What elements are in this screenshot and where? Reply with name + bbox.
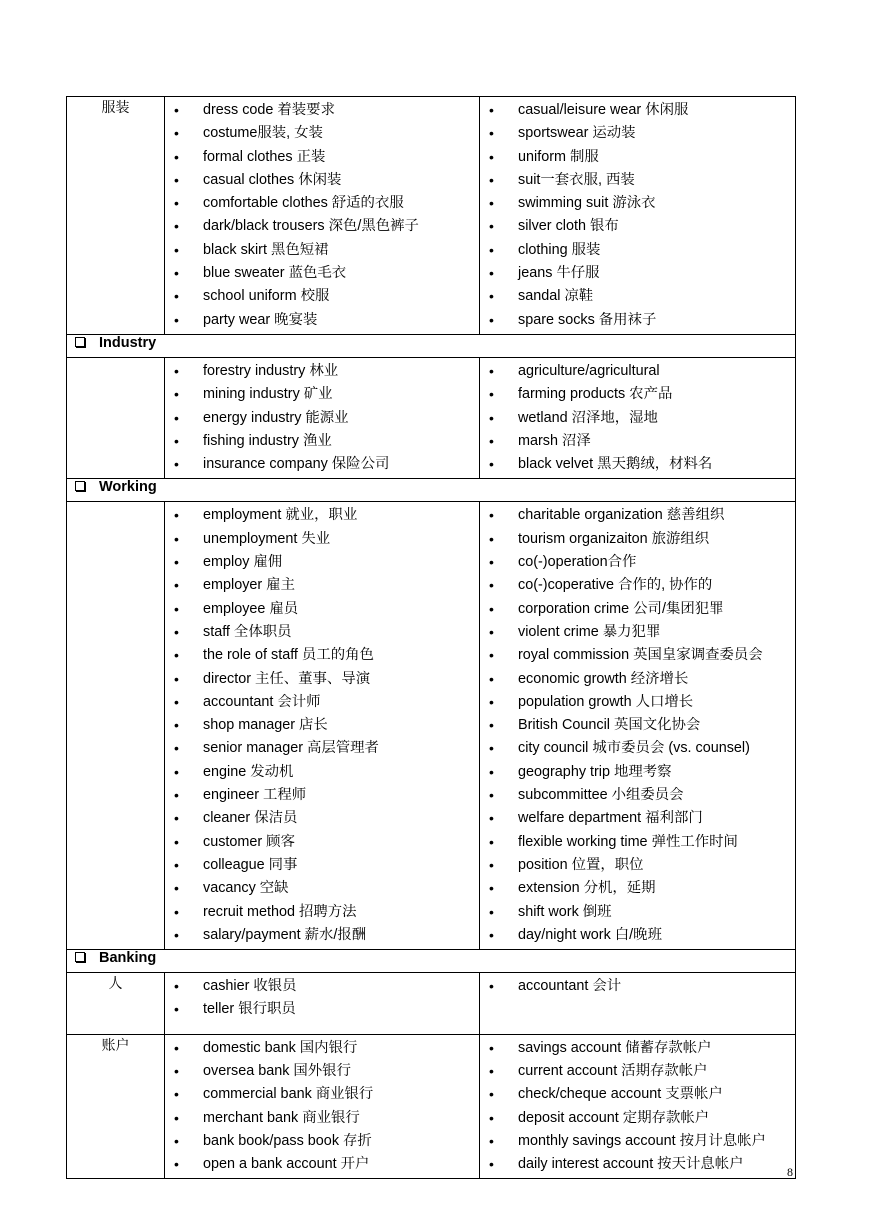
item-text: energy industry 能源业 (203, 409, 349, 426)
list-item (480, 285, 795, 308)
bullet-icon: • (174, 926, 179, 943)
bullet-icon: • (174, 288, 179, 305)
bullet-icon: • (174, 740, 179, 757)
bullet-icon: • (489, 717, 494, 734)
banking-accounts-right-cell (480, 1034, 796, 1179)
section-title-banking: Banking (99, 950, 157, 967)
working-left-list (165, 502, 479, 949)
banking-people-left-list (165, 973, 479, 1034)
item-text: comfortable clothes 舒适的衣服 (203, 195, 404, 212)
item-text: salary/payment 薪水/报酬 (203, 926, 367, 943)
item-text: black velvet 黑天鹅绒，材料名 (518, 456, 713, 473)
working-right-cell (480, 502, 796, 950)
list-item (480, 877, 795, 900)
bullet-icon: • (489, 763, 494, 780)
list-item (165, 1153, 479, 1176)
item-text: spare socks 备用袜子 (518, 311, 657, 328)
bullet-icon: • (489, 693, 494, 710)
item-text: casual/leisure wear 休闲服 (518, 102, 689, 118)
item-text: commercial bank 商业银行 (203, 1086, 374, 1103)
list-item (480, 122, 795, 145)
list-item (165, 807, 479, 830)
bullet-icon: • (174, 577, 179, 594)
item-text: position 位置，职位 (518, 856, 644, 873)
item-text: swimming suit 游泳衣 (518, 195, 656, 212)
section-header-banking (67, 950, 796, 973)
item-text: school uniform 校服 (203, 288, 330, 305)
bullet-icon: • (174, 386, 179, 403)
bullet-icon: • (489, 1109, 494, 1126)
list-item (165, 146, 479, 169)
industry-row (67, 357, 796, 478)
item-text: farming products 农产品 (518, 386, 673, 403)
item-text: royal commission 英国皇家调查委员会 (518, 647, 763, 664)
list-item (480, 901, 795, 924)
list-item (165, 1037, 479, 1060)
list-item (480, 621, 795, 644)
bullet-icon: • (174, 1086, 179, 1103)
list-item (480, 831, 795, 854)
item-text: corporation crime 公司/集团犯罪 (518, 600, 724, 617)
list-item (165, 169, 479, 192)
item-text: employee 雇员 (203, 600, 299, 617)
bullet-icon: • (174, 432, 179, 449)
item-text: check/cheque account 支票帐户 (518, 1086, 723, 1103)
bullet-icon: • (489, 386, 494, 403)
item-text: extension 分机，延期 (518, 880, 656, 897)
list-item (480, 975, 795, 998)
page-number: 8 (787, 1165, 793, 1179)
working-row (67, 502, 796, 950)
category-clothing: 服装 (67, 97, 165, 335)
item-text: uniform 制服 (518, 148, 599, 165)
list-item (165, 975, 479, 998)
item-text: open a bank account 开户 (203, 1156, 370, 1173)
list-item (165, 99, 479, 122)
item-text: cleaner 保洁员 (203, 810, 298, 827)
bullet-icon: • (174, 1062, 179, 1079)
section-title-working: Working (99, 479, 157, 496)
list-item (165, 1083, 479, 1106)
item-text: co(-)operation合作 (518, 554, 637, 571)
item-text: engineer 工程师 (203, 787, 307, 804)
section-header-industry (67, 334, 796, 357)
list-item (480, 192, 795, 215)
bullet-icon: • (489, 1156, 494, 1173)
bullet-icon: • (489, 507, 494, 524)
category-working (67, 502, 165, 950)
bullet-icon: • (489, 1062, 494, 1079)
bullet-icon: • (174, 1156, 179, 1173)
list-item (480, 644, 795, 667)
item-text: flexible working time 弹性工作时间 (518, 833, 738, 850)
list-item (165, 574, 479, 597)
bullet-icon: • (489, 218, 494, 235)
industry-left-cell (165, 357, 480, 478)
item-text: employment 就业，职业 (203, 507, 358, 524)
checkbox-square-icon (75, 481, 85, 491)
item-text: senior manager 高层管理者 (203, 740, 379, 757)
item-text: director 主任、董事、导演 (203, 670, 371, 687)
item-text: co(-)coperative 合作的, 协作的 (518, 577, 713, 594)
bullet-icon: • (174, 241, 179, 258)
list-item (480, 169, 795, 192)
bullet-icon: • (489, 880, 494, 897)
list-item (165, 383, 479, 406)
list-item (480, 691, 795, 714)
bullet-icon: • (174, 693, 179, 710)
bullet-icon: • (174, 978, 179, 995)
item-text: charitable organization 慈善组织 (518, 507, 725, 524)
item-text: British Council 英国文化协会 (518, 717, 701, 734)
bullet-icon: • (174, 787, 179, 804)
item-text: marsh 沼泽 (518, 432, 591, 449)
bullet-icon: • (174, 148, 179, 165)
item-text: economic growth 经济增长 (518, 670, 689, 687)
list-item (165, 285, 479, 308)
bullet-icon: • (174, 1132, 179, 1149)
industry-right-cell (480, 357, 796, 478)
list-item (480, 407, 795, 430)
bullet-icon: • (174, 409, 179, 426)
item-text: subcommittee 小组委员会 (518, 787, 684, 804)
list-item (165, 360, 479, 383)
bullet-icon: • (489, 1132, 494, 1149)
item-text: cashier 收银员 (203, 978, 297, 995)
item-text: customer 顾客 (203, 833, 295, 850)
bullet-icon: • (489, 171, 494, 188)
bullet-icon: • (174, 1039, 179, 1056)
list-item (480, 430, 795, 453)
bullet-icon: • (489, 554, 494, 571)
item-text: savings account 储蓄存款帐户 (518, 1039, 712, 1056)
bullet-icon: • (489, 241, 494, 258)
list-item (165, 784, 479, 807)
item-text: population growth 人口增长 (518, 693, 694, 710)
list-item (480, 528, 795, 551)
list-item (480, 598, 795, 621)
list-item (165, 998, 479, 1021)
list-item (480, 360, 795, 383)
item-text: silver cloth 银布 (518, 218, 619, 235)
bullet-icon: • (489, 787, 494, 804)
bullet-icon: • (489, 102, 494, 118)
bullet-icon: • (489, 926, 494, 943)
bullet-icon: • (174, 763, 179, 780)
item-text: engine 发动机 (203, 763, 294, 780)
clothing-left-cell (165, 97, 480, 335)
section-title-industry: Industry (99, 334, 157, 351)
bullet-icon: • (174, 647, 179, 664)
item-text: geography trip 地理考察 (518, 763, 672, 780)
list-item (165, 761, 479, 784)
list-item (165, 831, 479, 854)
bullet-icon: • (174, 833, 179, 850)
bullet-icon: • (489, 456, 494, 473)
list-item (480, 854, 795, 877)
bullet-icon: • (174, 218, 179, 235)
bullet-icon: • (489, 670, 494, 687)
bullet-icon: • (174, 600, 179, 617)
bullet-icon: • (489, 1039, 494, 1056)
item-text: colleague 同事 (203, 856, 298, 873)
checkbox-square-icon (75, 337, 85, 347)
clothing-left-list (165, 97, 479, 334)
bullet-icon: • (489, 856, 494, 873)
list-item (480, 714, 795, 737)
bullet-icon: • (174, 623, 179, 640)
list-item (480, 383, 795, 406)
list-item (480, 1037, 795, 1060)
banking-accounts-left-cell (165, 1034, 480, 1179)
item-text: shift work 倒班 (518, 903, 612, 920)
item-text: party wear 晚宴装 (203, 311, 318, 328)
item-text: insurance company 保险公司 (203, 456, 390, 473)
list-item (480, 807, 795, 830)
bullet-icon: • (489, 409, 494, 426)
item-text: wetland 沼泽地，湿地 (518, 409, 658, 426)
bullet-icon: • (174, 102, 179, 118)
item-text: vacancy 空缺 (203, 880, 289, 897)
list-item (165, 901, 479, 924)
item-text: teller 银行职员 (203, 1001, 296, 1018)
item-text: merchant bank 商业银行 (203, 1109, 360, 1126)
bullet-icon: • (489, 432, 494, 449)
item-text: welfare department 福利部门 (518, 810, 703, 827)
list-item (165, 854, 479, 877)
category-accounts: 账户 (67, 1034, 165, 1179)
list-item (480, 215, 795, 238)
item-text: bank book/pass book 存折 (203, 1132, 372, 1149)
list-item (165, 1130, 479, 1153)
list-item (480, 504, 795, 527)
item-text: violent crime 暴力犯罪 (518, 623, 661, 640)
item-text: tourism organizaiton 旅游组织 (518, 530, 710, 547)
bullet-icon: • (174, 1001, 179, 1018)
item-text: formal clothes 正装 (203, 148, 326, 165)
category-industry (67, 357, 165, 478)
bullet-icon: • (489, 288, 494, 305)
item-text: casual clothes 休闲装 (203, 171, 342, 188)
list-item (480, 453, 795, 476)
list-item (165, 877, 479, 900)
bullet-icon: • (174, 362, 179, 379)
item-text: day/night work 白/晚班 (518, 926, 662, 943)
list-item (480, 924, 795, 947)
bullet-icon: • (489, 148, 494, 165)
industry-right-list (480, 358, 795, 478)
bullet-icon: • (489, 577, 494, 594)
item-text: mining industry 矿业 (203, 386, 333, 403)
list-item (165, 691, 479, 714)
bullet-icon: • (489, 265, 494, 282)
bullet-icon: • (174, 903, 179, 920)
bullet-icon: • (174, 880, 179, 897)
list-item (165, 737, 479, 760)
item-text: accountant 会计 (518, 978, 622, 995)
item-text: the role of staff 员工的角色 (203, 647, 374, 664)
item-text: monthly savings account 按月计息帐户 (518, 1132, 766, 1149)
item-text: current account 活期存款帐户 (518, 1062, 708, 1079)
item-text: fishing industry 渔业 (203, 432, 332, 449)
item-text: sportswear 运动装 (518, 125, 636, 142)
bullet-icon: • (489, 530, 494, 547)
item-text: costume服装, 女装 (203, 125, 323, 142)
list-item (165, 309, 479, 332)
list-item (480, 1130, 795, 1153)
item-text: suit一套衣服, 西装 (518, 171, 635, 188)
list-item (165, 924, 479, 947)
vocabulary-table (66, 96, 796, 1179)
list-item (165, 714, 479, 737)
list-item (165, 668, 479, 691)
list-item (165, 262, 479, 285)
item-text: sandal 凉鞋 (518, 288, 594, 305)
bullet-icon: • (489, 647, 494, 664)
item-text: daily interest account 按天计息帐户 (518, 1156, 744, 1173)
list-item (480, 574, 795, 597)
list-item (165, 192, 479, 215)
list-item (165, 551, 479, 574)
item-text: jeans 牛仔服 (518, 265, 600, 282)
item-text: recruit method 招聘方法 (203, 903, 357, 920)
list-item (480, 262, 795, 285)
bullet-icon: • (489, 600, 494, 617)
list-item (480, 551, 795, 574)
item-text: blue sweater 蓝色毛衣 (203, 265, 347, 282)
bullet-icon: • (489, 1086, 494, 1103)
banking-people-right-cell (480, 973, 796, 1035)
checkbox-square-icon (75, 952, 85, 962)
item-text: deposit account 定期存款帐户 (518, 1109, 710, 1126)
bullet-icon: • (489, 195, 494, 212)
list-item (165, 1060, 479, 1083)
bullet-icon: • (174, 265, 179, 282)
item-text: shop manager 店长 (203, 717, 328, 734)
bullet-icon: • (174, 554, 179, 571)
bullet-icon: • (489, 833, 494, 850)
list-item (480, 1107, 795, 1130)
list-item (165, 239, 479, 262)
bullet-icon: • (489, 740, 494, 757)
bullet-icon: • (174, 1109, 179, 1126)
list-item (480, 239, 795, 262)
bullet-icon: • (174, 195, 179, 212)
bullet-icon: • (174, 810, 179, 827)
banking-accounts-left-list (165, 1035, 479, 1179)
bullet-icon: • (489, 311, 494, 328)
bullet-icon: • (174, 530, 179, 547)
list-item (480, 668, 795, 691)
list-item (165, 122, 479, 145)
banking-accounts-row (67, 1034, 796, 1179)
item-text: domestic bank 国内银行 (203, 1039, 358, 1056)
item-text: dress code 着装要求 (203, 102, 335, 118)
item-text: accountant 会计师 (203, 693, 321, 710)
list-item (480, 737, 795, 760)
item-text: employer 雇主 (203, 577, 295, 594)
list-item (480, 761, 795, 784)
list-item (480, 1083, 795, 1106)
bullet-icon: • (174, 856, 179, 873)
item-text: forestry industry 林业 (203, 362, 339, 379)
list-item (480, 99, 795, 122)
list-item (165, 644, 479, 667)
bullet-icon: • (489, 810, 494, 827)
item-text: employ 雇佣 (203, 554, 283, 571)
clothing-right-list (480, 97, 795, 334)
bullet-icon: • (174, 171, 179, 188)
banking-people-right-list (480, 973, 795, 1000)
list-item (165, 215, 479, 238)
category-people: 人 (67, 973, 165, 1035)
bullet-icon: • (174, 125, 179, 142)
item-text: dark/black trousers 深色/黑色裤子 (203, 218, 419, 235)
list-item (480, 1153, 795, 1176)
bullet-icon: • (489, 903, 494, 920)
list-item (165, 1107, 479, 1130)
bullet-icon: • (489, 978, 494, 995)
industry-left-list (165, 358, 479, 478)
item-text: staff 全体职员 (203, 623, 292, 640)
item-text: oversea bank 国外银行 (203, 1062, 351, 1079)
bullet-icon: • (174, 717, 179, 734)
bullet-icon: • (489, 362, 494, 379)
list-item (165, 430, 479, 453)
item-text: city council 城市委员会 (vs. counsel) (518, 740, 750, 757)
list-item (165, 504, 479, 527)
item-text: agriculture/agricultural (518, 362, 660, 379)
bullet-icon: • (174, 507, 179, 524)
list-item (480, 146, 795, 169)
list-item (165, 598, 479, 621)
item-text: clothing 服装 (518, 241, 601, 258)
bullet-icon: • (489, 623, 494, 640)
item-text: black skirt 黑色短裙 (203, 241, 329, 258)
bullet-icon: • (489, 125, 494, 142)
bullet-icon: • (174, 311, 179, 328)
section-header-working (67, 479, 796, 502)
item-text: unemployment 失业 (203, 530, 331, 547)
list-item (480, 309, 795, 332)
clothing-right-cell (480, 97, 796, 335)
clothing-row (67, 97, 796, 335)
bullet-icon: • (174, 456, 179, 473)
list-item (480, 784, 795, 807)
list-item (165, 407, 479, 430)
list-item (165, 453, 479, 476)
working-right-list (480, 502, 795, 949)
bullet-icon: • (174, 670, 179, 687)
banking-people-row (67, 973, 796, 1035)
banking-accounts-right-list (480, 1035, 795, 1179)
banking-people-left-cell (165, 973, 480, 1035)
working-left-cell (165, 502, 480, 950)
list-item (480, 1060, 795, 1083)
list-item (165, 528, 479, 551)
list-item (165, 621, 479, 644)
